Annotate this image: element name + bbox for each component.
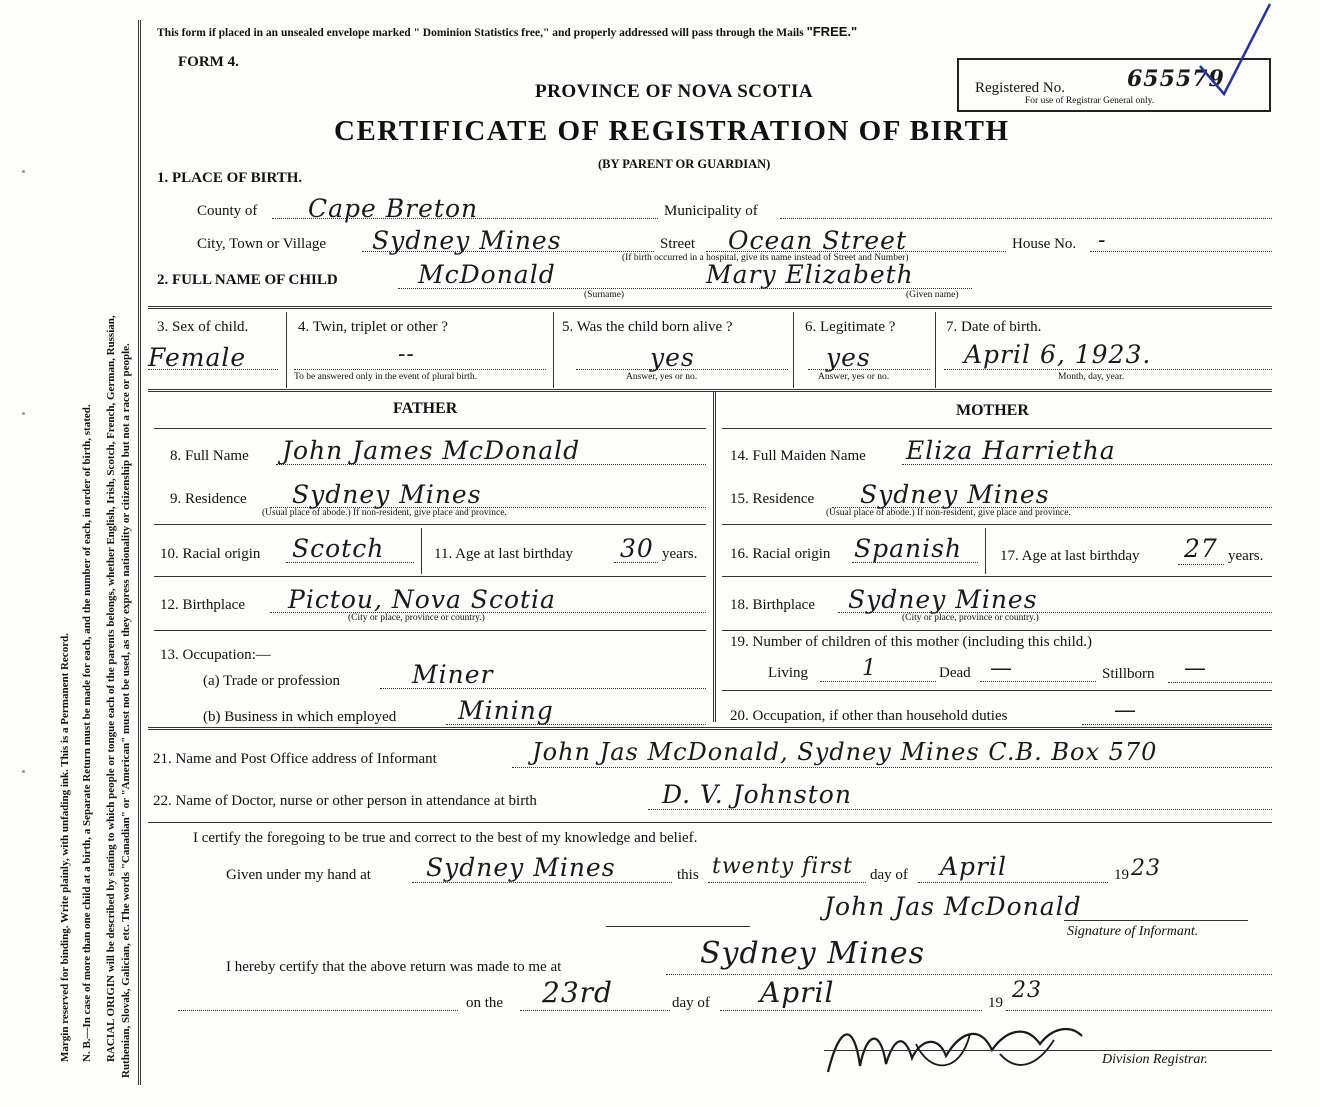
father-heading: FATHER — [393, 400, 458, 417]
doctor-value: D. V. Johnston — [662, 780, 852, 809]
registrar-signature — [820, 1014, 1090, 1084]
given-place-value: Sydney Mines — [426, 853, 616, 882]
date-of-birth-value: April 6, 1923. — [964, 340, 1152, 369]
mother-age-value: 27 — [1184, 534, 1218, 563]
informant-signature: John Jas McDonald — [824, 892, 1082, 921]
legitimate-value: yes — [826, 343, 871, 372]
col-divider — [985, 528, 986, 574]
father-name-value: John James McDonald — [282, 436, 581, 465]
mother-age-label: 17. Age at last birthday — [1000, 548, 1140, 564]
mother-name-label: 14. Full Maiden Name — [730, 448, 866, 464]
twin-label: 4. Twin, triplet or other ? — [298, 319, 448, 335]
father-racial-label: 10. Racial origin — [160, 546, 261, 562]
born-alive-label: 5. Was the child born alive ? — [562, 319, 733, 335]
mail-note — [157, 24, 857, 39]
county-value: Cape Breton — [308, 194, 479, 223]
mother-age-unit: years. — [1228, 548, 1264, 564]
registered-number-value: 655579 — [1127, 66, 1225, 92]
day-value: twenty first — [712, 854, 853, 879]
informant-line — [512, 767, 1272, 768]
father-residence-note: (Usual place of abode.) If non-resident, give place and province. — [262, 508, 507, 518]
mother-residence-note: (Usual place of abode.) If non-resident, give place and province. — [826, 508, 1071, 518]
date-of-birth-label: 7. Date of birth. — [946, 319, 1042, 335]
municipality-label: Municipality of — [664, 203, 758, 219]
registered-number-note: For use of Registrar General only. — [1025, 96, 1155, 106]
day-line — [708, 882, 866, 883]
rule-top — [148, 306, 1272, 309]
mother-racial-label: 16. Racial origin — [730, 546, 831, 562]
rule — [154, 576, 706, 577]
rule-parents-top — [148, 389, 1272, 392]
day-of-label: day of — [870, 867, 908, 883]
father-age-unit: years. — [662, 546, 698, 562]
sex-value: Female — [148, 343, 247, 372]
col-divider — [935, 312, 936, 388]
registrar-pre-line — [178, 1010, 458, 1011]
father-age-label: 11. Age at last birthday — [434, 546, 573, 562]
born-alive-note: Answer, yes or no. — [626, 372, 698, 382]
registrar-month-value: April — [760, 976, 835, 1009]
father-trade-label: (a) Trade or profession — [203, 673, 341, 689]
house-number-line — [1090, 251, 1272, 252]
street-label: Street — [660, 236, 695, 252]
mother-children-label: 19. Number of children of this mother (including this child.) — [730, 634, 1093, 650]
margin-line-4: Ruthenian, Slovak, Galician, etc. The words "Canadian" or "American" must not be used, as they express nationality or citizenship but not a race or people. — [120, 343, 132, 1078]
registrar-signature-line — [824, 1050, 1272, 1051]
surname-note: (Surname) — [584, 290, 625, 300]
father-birthplace-label: 12. Birthplace — [160, 597, 245, 613]
rule — [722, 524, 1272, 525]
house-number-value: - — [1098, 228, 1107, 253]
col-divider — [793, 312, 794, 388]
registered-number-label: Registered No. — [975, 80, 1065, 96]
street-value: Ocean Street — [728, 226, 908, 255]
registrar-caption: Division Registrar. — [1102, 1052, 1208, 1067]
mother-birthplace-note: (City or place, province or country.) — [902, 613, 1039, 623]
year-value: 23 — [1131, 856, 1161, 881]
col-divider — [553, 312, 554, 388]
margin-line-3: RACIAL ORIGIN will be described by stating to which people or tongue each of the parents belongs, whether English, Irish, Scotch, French, German, Russian, — [105, 315, 117, 1062]
rule — [154, 524, 706, 525]
registrar-year-line — [1006, 1010, 1272, 1011]
registrar-year-value: 23 — [1012, 978, 1042, 1003]
child-surname: McDonald — [418, 260, 556, 289]
child-name-label: 2. FULL NAME OF CHILD — [157, 272, 338, 288]
col-divider — [286, 312, 287, 388]
signature-line — [606, 926, 750, 927]
father-trade-value: Miner — [412, 660, 494, 689]
registrar-place-line — [666, 974, 1272, 975]
dead-value: — — [990, 656, 1013, 681]
on-the-label: on the — [466, 995, 504, 1011]
father-business-value: Mining — [458, 696, 554, 725]
born-alive-value: yes — [650, 343, 695, 372]
city-label: City, Town or Village — [197, 236, 327, 252]
municipality-line — [780, 218, 1272, 219]
county-label: County of — [197, 203, 258, 219]
punch-mark — [22, 412, 25, 415]
margin-line-1: Margin reserved for binding. Write plainly, with unfading ink. This is a Permanent Record. — [59, 633, 71, 1062]
margin-line-2: N. B.—In case of more than one child at a birth, a Separate Return must be made for each, and the number of each, in order of birth, stated. — [81, 404, 93, 1062]
registrar-day-of-label: day of — [672, 995, 710, 1011]
col-divider — [421, 528, 422, 574]
informant-value: John Jas McDonald, Sydney Mines C.B. Box 570 — [532, 738, 1158, 766]
given-label: Given under my hand at — [226, 867, 371, 883]
certify-statement: I certify the foregoing to be true and correct to the best of my knowledge and belief. — [193, 830, 698, 846]
registrar-year-prefix: 19 — [988, 995, 1003, 1011]
legitimate-note: Answer, yes or no. — [818, 372, 890, 382]
mother-heading: MOTHER — [956, 402, 1029, 419]
this-label: this — [677, 867, 699, 883]
informant-signature-caption: Signature of Informant. — [1067, 924, 1199, 939]
father-residence-value: Sydney Mines — [292, 480, 482, 509]
mother-occupation-line — [1082, 724, 1272, 725]
registrar-day-line — [520, 1010, 670, 1011]
given-place-line — [412, 882, 672, 883]
mother-age-line — [1178, 564, 1224, 565]
form-number: FORM 4. — [178, 54, 239, 70]
hospital-note: (If birth occurred in a hospital, give its name instead of Street and Number) — [622, 253, 909, 263]
living-value: 1 — [862, 656, 877, 681]
binding-margin-line — [138, 20, 141, 1085]
year-prefix: 19 — [1114, 867, 1129, 883]
month-value: April — [940, 852, 1007, 881]
father-residence-label: 9. Residence — [170, 491, 247, 507]
rule — [722, 576, 1272, 577]
registrar-day-value: 23rd — [542, 976, 613, 1009]
registrar-statement: I hereby certify that the above return was made to me at — [226, 959, 562, 975]
punch-mark — [22, 770, 25, 773]
parents-divider — [713, 392, 716, 722]
month-line — [918, 882, 1108, 883]
father-racial-value: Scotch — [292, 534, 385, 563]
twin-line — [294, 369, 546, 370]
rule-parents-bottom — [148, 727, 1272, 730]
rule — [154, 428, 706, 429]
mother-occupation-value: — — [1114, 698, 1137, 723]
rule — [148, 822, 1272, 823]
province-heading: PROVINCE OF NOVA SCOTIA — [535, 81, 814, 102]
place-of-birth-heading: 1. PLACE OF BIRTH. — [157, 170, 303, 186]
document-subtitle: (BY PARENT OR GUARDIAN) — [598, 157, 771, 171]
father-name-label: 8. Full Name — [170, 448, 249, 464]
doctor-line — [648, 809, 1272, 810]
father-age-value: 30 — [620, 534, 654, 563]
dead-label: Dead — [939, 665, 971, 681]
stillborn-value: — — [1184, 656, 1207, 681]
stillborn-line — [1168, 682, 1272, 683]
mother-birthplace-label: 18. Birthplace — [730, 597, 815, 613]
father-occupation-label: 13. Occupation:— — [160, 647, 271, 663]
mother-racial-value: Spanish — [854, 534, 963, 563]
rule — [722, 630, 1272, 631]
signature-line — [1064, 920, 1248, 921]
twin-value: -- — [398, 342, 415, 367]
registrar-place-value: Sydney Mines — [700, 936, 926, 971]
father-birthplace-note: (City or place, province or country.) — [348, 613, 485, 623]
child-given-name: Mary Elizabeth — [706, 260, 914, 289]
house-number-label: House No. — [1012, 236, 1077, 252]
punch-mark — [22, 170, 25, 173]
father-birthplace-value: Pictou, Nova Scotia — [288, 585, 556, 614]
rule — [154, 630, 706, 631]
mother-occupation-label: 20. Occupation, if other than household duties — [730, 708, 1008, 724]
rule — [722, 690, 1272, 691]
doctor-label: 22. Name of Doctor, nurse or other person in attendance at birth — [153, 793, 537, 809]
dead-line — [980, 681, 1096, 682]
registrar-month-line — [720, 1010, 982, 1011]
father-business-label: (b) Business in which employed — [203, 709, 397, 725]
rule — [722, 428, 1272, 429]
twin-note: To be answered only in the event of plural birth. — [294, 372, 477, 382]
living-line — [820, 681, 936, 682]
mother-residence-label: 15. Residence — [730, 491, 815, 507]
sex-label: 3. Sex of child. — [157, 319, 249, 335]
mother-name-value: Eliza Harrietha — [906, 436, 1116, 465]
city-value: Sydney Mines — [372, 226, 562, 255]
given-name-note: (Given name) — [906, 290, 959, 300]
date-of-birth-line — [944, 369, 1272, 370]
stillborn-label: Stillborn — [1102, 666, 1155, 682]
mother-birthplace-value: Sydney Mines — [848, 585, 1038, 614]
mother-residence-value: Sydney Mines — [860, 480, 1050, 509]
mail-note-text: This form if placed in an unsealed envelope marked " Dominion Statistics free," and properly addressed will pass through the Mails — [157, 27, 804, 39]
mail-note-free: "FREE." — [806, 24, 858, 39]
legitimate-label: 6. Legitimate ? — [805, 319, 896, 335]
check-mark-icon — [1190, 0, 1280, 100]
informant-label: 21. Name and Post Office address of Informant — [153, 751, 437, 767]
document-title: CERTIFICATE OF REGISTRATION OF BIRTH — [334, 115, 1010, 147]
living-label: Living — [768, 665, 808, 681]
date-of-birth-note: Month, day, year. — [1058, 372, 1125, 382]
